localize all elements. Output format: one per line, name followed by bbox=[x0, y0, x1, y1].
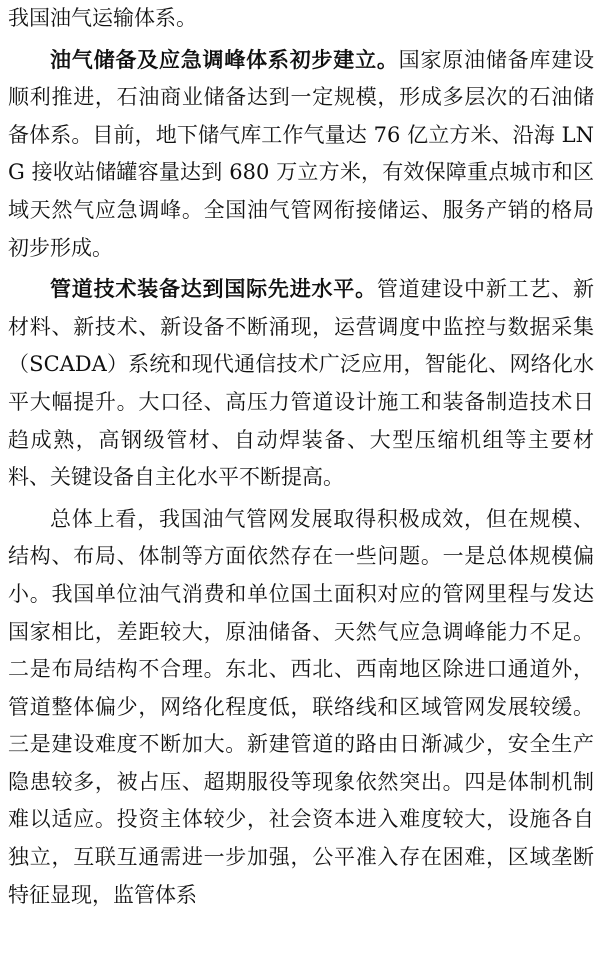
paragraph-heading: 管道技术装备达到国际先进水平。 bbox=[50, 277, 377, 302]
document-page bbox=[8, 0, 594, 914]
paragraph-text: 国家原油储备库建设顺利推进，石油商业储备达到一定规模，形成多层次的石油储备体系。目前，地下储气库工作气量达 76 亿立方米、沿海 LNG 接收站储罐容量达到 680 万立方米，有效保障重点城市和区域天然气应急调峰。全国油气管网衔接储运、服务产销的格局初步形成。 bbox=[8, 47, 595, 260]
paragraph-text: 我国油气运输体系。 bbox=[8, 6, 197, 30]
paragraph-text: 管道建设中新工艺、新材料、新技术、新设备不断涌现，运营调度中监控与数据采集（SCADA）系统和现代通信技术广泛应用，智能化、网络化水平大幅提升。大口径、高压力管道设计施工和装备制造技术日趋成熟，高钢级管材、自动焊装备、大型压缩机组等主要材料、关键设备自主化水平不断提高。 bbox=[8, 277, 594, 490]
paragraph-pipeline-technology bbox=[8, 271, 594, 497]
paragraph-oil-gas-reserve bbox=[8, 42, 594, 268]
paragraph-continuation bbox=[8, 0, 594, 38]
paragraph-overall-problems bbox=[8, 501, 594, 915]
paragraph-text: 总体上看，我国油气管网发展取得积极成效，但在规模、结构、布局、体制等方面依然存在一些问题。一是总体规模偏小。我国单位油气消费和单位国土面积对应的管网里程与发达国家相比，差距较大，原油储备、天然气应急调峰能力不足。二是布局结构不合理。东北、西北、西南地区除进口通道外，管道整体偏少，网络化程度低，联络线和区域管网发展较缓。三是建设难度不断加大。新建管道的路由日渐减少，安全生产隐患较多，被占压、超期服役等现象依然突出。四是体制机制难以适应。投资主体较少，社会资本进入难度较大，设施各自独立，互联互通需进一步加强，公平准入存在困难，区域垄断特征显现，监管体系 bbox=[8, 506, 594, 907]
paragraph-heading: 油气储备及应急调峰体系初步建立。 bbox=[50, 47, 399, 72]
